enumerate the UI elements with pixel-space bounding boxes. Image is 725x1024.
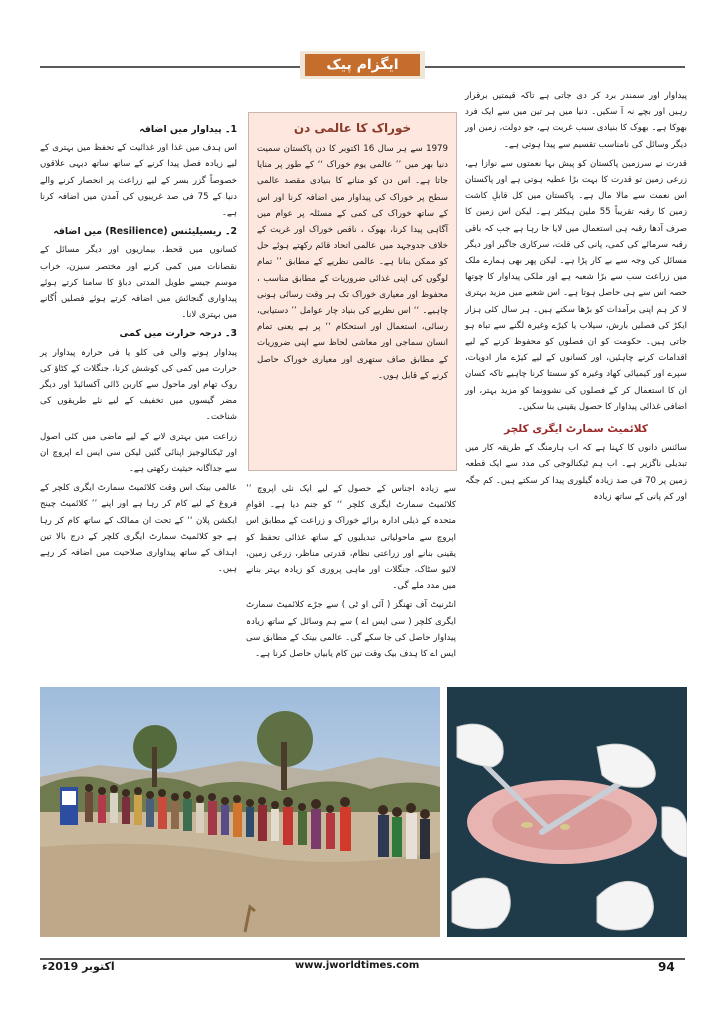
illustration-empty-plate — [447, 687, 687, 937]
food-day-box — [248, 112, 457, 471]
left-paragraph-2: کسانوں میں قحط، بیماریوں اور دیگر مسائل کے نقصانات میں کمی کرنے اور مختصر سیزن، خراب موسم جیسے طویل المدتی دباؤ کا سامنا کرتے ہوئے پیداواری گنجائش میں اضافہ کرتے ہوئے فصلیں اُگانے میں بہتری لانا۔ — [40, 245, 237, 321]
left-column — [40, 122, 237, 580]
sub-heading: کلائمیٹ سمارٹ ایگری کلچر — [504, 423, 648, 436]
left-paragraph-1: اس ہدف میں غذا اور غذائیت کے تحفظ میں بہتری کے لیے زیادہ فصل پیدا کرنے کے ساتھ ساتھ دیہی علاقوں خصوصاً گزر بسر کے لیے زراعت پر انحصار کرنے والے دنیا کے 75 فی صد غریبوں کی آمدن میں اضافہ کرنا ہے۔ — [40, 143, 237, 219]
page-number: 94 — [658, 960, 675, 974]
photo-illustration — [40, 687, 440, 937]
right-column — [465, 88, 687, 508]
left-paragraph-3: پیداوار ہونے والی فی کلو یا فی حرارہ پیداوار پر حرارت میں کمی کی کوشش کرنا، جنگلات کے کٹاؤ کی روک تھام اور ماحول سے کاربن ڈائی آکسائیڈ اور دیگر مضر گیسوں میں تخفیف کے لیے نئے طریقوں کی شناخت۔ — [40, 347, 237, 423]
issue-date: اکتوبر 2019ء — [42, 960, 115, 973]
right-paragraph-2: قدرت نے سرزمین پاکستان کو پیش بہا نعمتوں سے نوازا ہے، زرعی زمین تو قدرت کا بہت بڑا عطیہ ہوتی ہے اور پاکستان اس نعمت سے مالا مال ہے۔ پاکستان میں کل قابلِ کاشت زمین کا رقبہ تقریباً 55 ملین ہیکٹر ہے۔ لیکن اس زمین کا صرف آدھا رقبہ ہی استعمال میں لایا جا رہا ہے جب کہ باقی رقبہ سرمائے کی کمی، پانی کی قلت، سرکاری جاگیر اور دیگر مسائل کی وجہ سے بے کار پڑا ہے۔ لیکن پھر بھی ہمارے ملک میں زراعت سب سے بڑا شعبہ ہے اور ملکی پیداوار کا چوتھا حصہ اس سے ہی حاصل ہوتا ہے۔ اس شعبے میں مزید بہتری لا کر ہم اپنی برآمدات کو بڑھا سکتے ہیں۔ ہر سال کئی ہزار ایکڑ کی فصلیں بارش، سیلاب یا کیڑے وغیرہ لگنے سے تباہ ہو جاتی ہیں۔ حکومت کو ان فصلوں کو محفوظ کرنے کے لیے اقدامات کرنے چاہئیں، اور کسانوں کے لیے کیڑے مار ادویات، سپرے اور کیمیائی کھاد وغیرہ کو سستا کرنا چاہیے تاکہ کسان ان کا استعمال کر کے فصلوں کی نشوونما کو مزید بہتر، اور اضافی غذائی پیداوار کا حصول یقینی بنا سکیں۔ — [465, 158, 687, 412]
middle-column — [246, 481, 456, 665]
middle-paragraph-1: سے زیادہ اجناس کے حصول کے لیے ایک نئی اپروچ ’’ کلائمیٹ سمارٹ ایگری کلچر ‘‘ کو جنم دیا ہے۔ اقوامِ متحدہ کے ذیلی ادارہ برائے خوراک و زراعت کے مطابق اس اپروچ سے ماحولیاتی تبدیلیوں کے ساتھ غذائی تحفظ کو یقینی بنانے اور زراعتی نظام، قدرتی مناظر، زرعی زمین، لائیو سٹاک، جنگلات اور ماہی پروری کو زیادہ بہتر بنانے میں مدد ملے گی۔ — [246, 484, 456, 592]
right-paragraph-3: سائنس دانوں کا کہنا ہے کہ اب ہارمنگ کے طریقہ کار میں تبدیلی ناگزیر ہے۔ اب ہم ٹیکنالوجی کی مدد سے ایک قطعہ زمین پر 70 فی صد زیادہ گیلوری پیدا کر سکتے ہیں۔ کم جگہ اور کم پانی کے ساتھ زیادہ — [465, 443, 687, 502]
box-title: خوراک کا عالمی دن — [293, 121, 412, 135]
heading-1: 1۔ پیداوار میں اضافہ — [139, 124, 237, 135]
section-title: ایگزام پیک — [305, 54, 420, 76]
website-url[interactable]: www.jworldtimes.com — [295, 960, 420, 971]
plate-illustration — [447, 687, 687, 937]
left-paragraph-5: عالمی بینک اس وقت کلائمیٹ سمارٹ ایگری کلچر کے فروغ کے لیے کام کر رہا ہے اور اپنے ’’ کلائمیٹ چینج ایکشن پلان ‘‘ کے تحت ان ممالک کے ساتھ کام کر رہا ہے جو کلائمیٹ سمارٹ ایگری کلچر کے درج بالا تین اہداف کے ساتھ پیداواری صلاحیت میں اضافہ کر رہے ہیں۔ — [40, 483, 237, 575]
middle-paragraph-2: انٹرنیٹ آف تھنگز ( آئی او ٹی ) سے جڑے کلائمیٹ سمارٹ ایگری کلچر ( سی ایس اے ) سے ہم وسائل کے ساتھ زیادہ پیداوار حاصل کی جا سکے گی۔ عالمی بینک کے مطابق سی ایس اے کا ہدف بیک وقت تین کام یابیاں حاصل کرنا ہے۔ — [246, 600, 456, 660]
right-paragraph-1: پیداوار اور سمندر برد کر دی جاتی ہے تاکہ قیمتیں برقرار رہیں اور بچے نہ آ سکیں۔ دنیا میں ہر تین میں سے ایک فرد بھوکا ہے۔ بھوک کا بنیادی سبب غربت ہے، جو دولت، زمین اور دیگر وسائل کی نامناسب تقسیم سے پیدا ہوتی ہے۔ — [465, 91, 687, 150]
left-paragraph-4: زراعت میں بہتری لانے کے لیے ماضی میں کئی اصول اور ٹیکنالوجیز اپنائی گئیں لیکن سی ایس اے اپروچ ان سے جداگانہ حیثیت رکھتی ہے۔ — [40, 431, 237, 475]
photo-villagers — [40, 687, 440, 937]
heading-2: 2۔ ریسیلیئنس (Resilience) میں اضافہ — [53, 226, 237, 238]
heading-3: 3۔ درجہ حرارت میں کمی — [119, 328, 237, 340]
box-text: 1979 سے ہر سال 16 اکتوبر کا دن پاکستان سمیت دنیا بھر میں ’’ عالمی یوم خوراک ‘‘ کے طور پر منایا جاتا ہے۔ اس دن کو منانے کا بنیادی مقصد عالمی سطح پر خوراک کی پیداوار میں اضافہ کرنا اور اس کے ساتھ خوراک کی کمی کے مسئلہ پر عوام میں آگاہی پیدا کرنا، بھوک ، ناقص خوراک اور غربت کے خلاف جدوجہد میں عالمی اتحاد قائم رکھتے ہوئے حل کو ممکن بنانا ہے۔ عالمی نظریے کے مطابق ’’ تمام لوگوں کی اپنی غذائی ضروریات کے مطابق مناسب ، محفوظ اور معیاری خوراک تک ہر وقت رسائی ہونی چاہیے۔ ‘‘ اس نظریے کی بنیاد چار عوامل ’’ دستیابی، رسائی، استعمال اور استحکام ‘‘ پر ہے یعنی تمام انسان سماجی اور معاشی لحاظ سے اپنی ضروریات کے مطابق صاف ستھری اور معیاری خوراک حاصل کرنے کے قابل ہوں۔ — [257, 144, 448, 381]
